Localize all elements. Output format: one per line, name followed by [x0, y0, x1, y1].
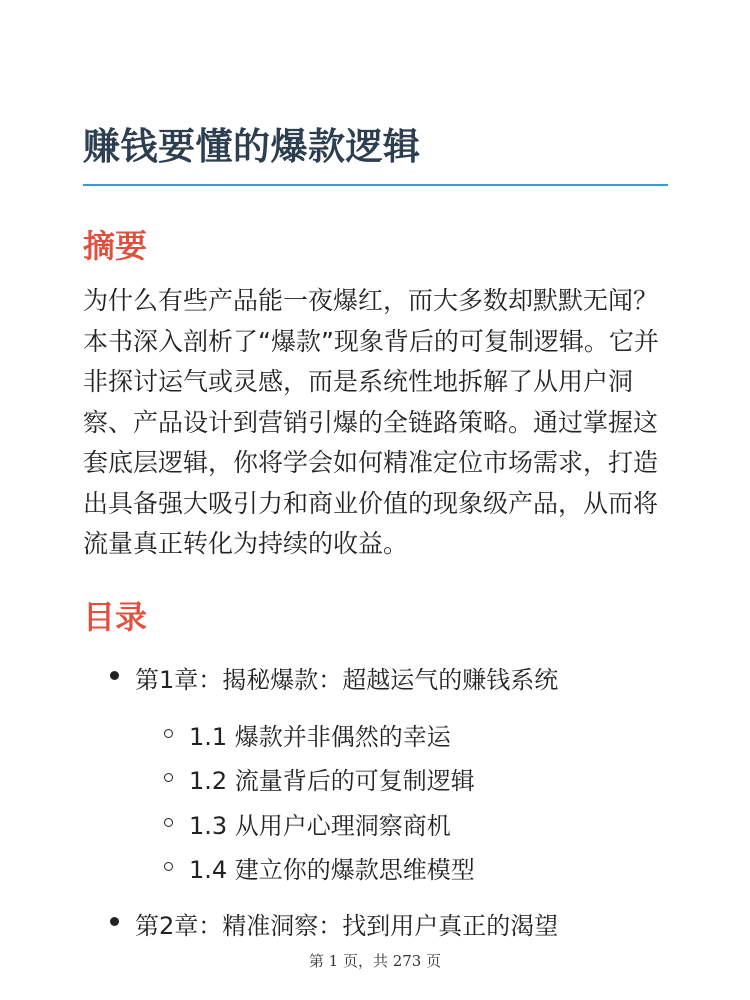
- hollow-bullet-icon: [164, 773, 173, 782]
- abstract-heading: 摘要: [83, 227, 148, 265]
- toc-section-label: 1.3 从用户心理洞察商机: [189, 812, 451, 840]
- toc-section-label: 1.2 流量背后的可复制逻辑: [189, 767, 475, 795]
- toc-section-1-3[interactable]: [189, 806, 451, 841]
- abstract-text: 为什么有些产品能一夜爆红，而大多数却默默无闻？本书深入剖析了“爆款”现象背后的可复制逻辑。它并非探讨运气或灵感，而是系统性地拆解了从用户洞察、产品设计到营销引爆的全链路策略。通过掌握这套底层逻辑，你将学会如何精准定位市场需求，打造出具备强大吸引力和商业价值的现象级产品，从而将流量真正转化为持续的收益。: [83, 286, 659, 558]
- bullet-icon: [110, 917, 119, 926]
- hollow-bullet-icon: [164, 729, 173, 738]
- bullet-icon: [110, 671, 119, 680]
- toc-section-1-4[interactable]: [189, 850, 475, 885]
- toc-chapter-2[interactable]: [135, 906, 558, 941]
- toc-chapter-1[interactable]: [135, 660, 558, 695]
- title-divider: [83, 184, 668, 186]
- toc-section-1-1[interactable]: [189, 717, 451, 752]
- toc-section-label: 1.1 爆款并非偶然的幸运: [189, 723, 451, 751]
- hollow-bullet-icon: [164, 818, 173, 827]
- toc-chapter-label: 第2章：精准洞察：找到用户真正的渴望: [135, 912, 559, 940]
- hollow-bullet-icon: [164, 862, 173, 871]
- toc-chapter-label: 第1章：揭秘爆款：超越运气的赚钱系统: [135, 666, 559, 694]
- document-title: 赚钱要懂的爆款逻辑: [83, 125, 421, 168]
- page-number-footer: 第 1 页，共 273 页: [308, 952, 442, 970]
- toc-heading: 目录: [83, 598, 148, 636]
- toc-section-1-2[interactable]: [189, 761, 475, 796]
- toc-section-label: 1.4 建立你的爆款思维模型: [189, 856, 475, 884]
